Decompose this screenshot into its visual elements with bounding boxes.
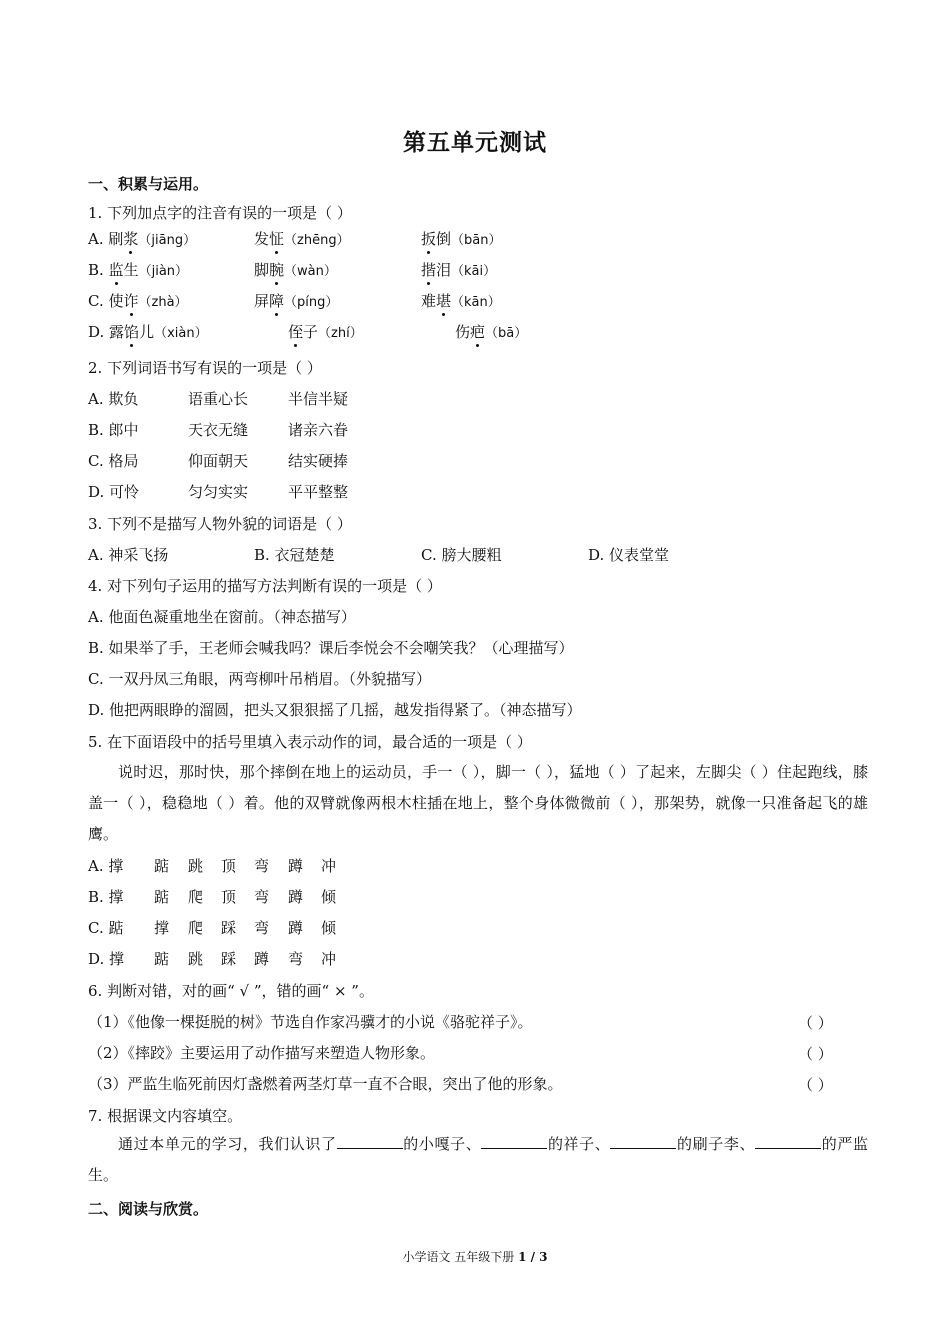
q1-word-prefix: 难 (421, 292, 437, 310)
q1-pinyin: （zhà） (138, 295, 188, 310)
q2-word: 语重心长 (188, 390, 249, 408)
q7-blank-1[interactable] (337, 1134, 403, 1149)
q7-blank-4[interactable] (755, 1134, 821, 1149)
q1-word-prefix: 刷 (108, 230, 124, 248)
q5-word: 蹲 (288, 888, 304, 906)
q4-option-a: A. 他面色凝重地坐在窗前。（神态描写） (88, 608, 356, 626)
q1-word-suffix: 儿 (139, 323, 155, 341)
q2-word: 诸亲六眷 (288, 421, 349, 439)
q3-option-d: D. 仪表堂堂 (588, 546, 670, 564)
q2-word: A. 欺负 (88, 390, 139, 408)
page-title: 第五单元测试 (403, 129, 547, 156)
q1-word-prefix: 露 (109, 323, 125, 341)
q3-stem: 3. 下列不是描写人物外貌的词语是（ ） (88, 515, 352, 533)
q1-dotted-character: 侄 (288, 323, 304, 341)
q1-pinyin: （wàn） (284, 264, 337, 279)
q1-pinyin: （zhēng） (284, 233, 350, 248)
q5-option-row (88, 918, 388, 938)
q1-option-item (421, 291, 501, 313)
q2-word: 结实硬捧 (288, 452, 349, 470)
q5-word: 踩 (221, 919, 237, 937)
q5-option-row (88, 856, 388, 876)
q5-word: C. 踮 (88, 919, 124, 937)
q5-word: 倾 (321, 919, 337, 937)
q3-option-a: A. 神采飞扬 (88, 546, 169, 564)
q5-word: 踩 (221, 950, 237, 968)
q2-option-row (88, 420, 488, 440)
q2-word: 平平整整 (288, 483, 349, 501)
q2-option-row (88, 451, 488, 471)
q7-text-2: 的小嘎子、 (402, 1135, 482, 1153)
q2-word: 匀匀实实 (188, 483, 249, 501)
q1-dotted-character: 监 (108, 261, 124, 279)
q1-option-row (88, 291, 788, 311)
q1-option-item (254, 260, 337, 282)
q1-dotted-character: 扳 (421, 230, 437, 248)
q1-pinyin: （kān） (451, 295, 501, 310)
q1-option-item (88, 291, 188, 313)
q1-word-suffix: 泪 (436, 261, 452, 279)
q5-word: 爬 (188, 888, 204, 906)
q4-option-b: B. 如果举了手，王老师会喊我吗？课后李悦会不会嘲笑我？（心理描写） (88, 639, 574, 657)
q1-stem: 1. 下列加点字的注音有误的一项是（ ） (88, 204, 352, 222)
q1-option-label: D. (88, 323, 110, 341)
q1-word-prefix: 屏 (254, 292, 270, 310)
q1-pinyin: （zhí） (318, 326, 363, 341)
q5-word: 顶 (221, 857, 237, 875)
q5-word: 冲 (321, 950, 337, 968)
q1-word-prefix: 发 (254, 230, 270, 248)
q1-dotted-character: 诈 (123, 292, 139, 310)
q1-word-suffix: 生 (123, 261, 139, 279)
section-heading-2: 二、阅读与欣赏。 (88, 1200, 209, 1218)
q5-word: 撑 (154, 919, 170, 937)
q1-option-item (421, 260, 496, 282)
section-heading-1: 一、积累与运用。 (88, 175, 209, 193)
q5-word: 跳 (188, 950, 204, 968)
q1-option-row (88, 260, 788, 280)
q7-text-4: 的刷子李、 (676, 1135, 756, 1153)
q5-word: D. 撑 (88, 950, 125, 968)
q1-pinyin: （kāi） (451, 264, 497, 279)
q6-item-3: （3）严监生临死前因灯盏燃着两茎灯草一直不合眼，突出了他的形象。 (88, 1075, 563, 1093)
q5-passage: 说时迟，那时快，那个摔倒在地上的运动员，手一（ ），脚一（ ），猛地（ ）了起来，左脚尖（ ）住起跑线，膝盖一（ ），稳稳地（ ）着。他的双臂就像两根木柱插在地上，整个身体微微前（ ），那架势，就像一只准备起飞的雄鹰。 (88, 763, 868, 843)
q4-stem: 4. 对下列句子运用的描写方法判断有误的一项是（ ） (88, 577, 442, 595)
q4-option-d: D. 他把两眼睁的溜圆，把头又狠狠摇了几摇，越发指得紧了。（神态描写） (88, 701, 582, 719)
q2-word: B. 郎中 (88, 421, 139, 439)
q2-word: 天衣无缝 (188, 421, 249, 439)
q7-text-5: 的 (821, 1135, 838, 1153)
q5-word: 弯 (254, 888, 270, 906)
q4-option-c: C. 一双丹凤三角眼，两弯柳叶吊梢眉。（外貌描写） (88, 670, 431, 688)
q1-option-label: C. (88, 292, 109, 310)
q5-word: 蹲 (288, 857, 304, 875)
q5-stem: 5. 在下面语段中的括号里填入表示动作的词，最合适的一项是（ ） (88, 733, 532, 751)
q1-word-prefix: 使 (108, 292, 124, 310)
q1-option-row (88, 229, 788, 249)
q5-word: 倾 (321, 888, 337, 906)
q1-dotted-character: 障 (269, 292, 285, 310)
q5-word: 跳 (188, 857, 204, 875)
q5-word: 冲 (321, 857, 337, 875)
q5-word: B. 撑 (88, 888, 124, 906)
q2-option-row (88, 389, 488, 409)
q5-word: 顶 (221, 888, 237, 906)
q5-word: 踮 (154, 857, 170, 875)
q5-option-row (88, 949, 388, 969)
q5-word: 蹲 (254, 950, 270, 968)
q1-word-prefix: 伤 (455, 323, 471, 341)
q6-answer-bracket-3[interactable]: （ ） (798, 1076, 833, 1094)
q3-options (88, 545, 788, 565)
q1-option-item (88, 260, 188, 282)
q5-word: 爬 (188, 919, 204, 937)
q2-word: 半信半疑 (288, 390, 349, 408)
q3-option-c: C. 膀大腰粗 (421, 546, 502, 564)
q1-pinyin: （bān） (451, 233, 502, 248)
footer-course: 小学语文 五年级下册 (402, 1250, 519, 1264)
q7-fill-passage (88, 1129, 868, 1191)
q2-word: 仰面朝天 (188, 452, 249, 470)
q1-option-label: A. (88, 230, 109, 248)
q1-pinyin: （jiāng） (138, 233, 197, 248)
q1-dotted-character: 浆 (123, 230, 139, 248)
q5-word: A. 撑 (88, 857, 124, 875)
q1-pinyin: （xiàn） (154, 326, 208, 341)
q1-option-row (88, 322, 788, 342)
q1-option-label: B. (88, 261, 109, 279)
q6-item-2: （2）《摔跤》主要运用了动作描写来塑造人物形象。 (88, 1044, 436, 1062)
q1-option-item (88, 322, 208, 344)
q5-word: 弯 (254, 857, 270, 875)
q1-option-item (254, 229, 350, 251)
footer-page-number: 1 / 3 (518, 1250, 548, 1264)
q1-dotted-character: 堪 (436, 292, 452, 310)
q5-option-row (88, 887, 388, 907)
q1-dotted-character: 揩 (421, 261, 437, 279)
q7-text-1: 通过本单元的学习，我们认识了 (118, 1135, 337, 1153)
q3-option-b: B. 衣冠楚楚 (254, 546, 335, 564)
q5-word: 踮 (154, 950, 170, 968)
q5-word: 蹲 (288, 919, 304, 937)
q5-word: 弯 (288, 950, 304, 968)
q1-word-suffix: 倒 (436, 230, 452, 248)
q2-word: D. 可怜 (88, 483, 140, 501)
q1-dotted-character: 馅 (124, 323, 140, 341)
page-footer (0, 1248, 950, 1265)
q1-pinyin: （píng） (284, 295, 339, 310)
q7-blank-3[interactable] (610, 1134, 676, 1149)
q2-stem: 2. 下列词语书写有误的一项是（ ） (88, 359, 322, 377)
q1-word-prefix: 脚 (254, 261, 270, 279)
q6-answer-bracket-2[interactable]: （ ） (798, 1045, 833, 1063)
q1-option-item (88, 229, 196, 251)
q5-word: 弯 (254, 919, 270, 937)
q7-stem: 7. 根据课文内容填空。 (88, 1107, 243, 1125)
q7-text-3: 的祥子、 (547, 1135, 611, 1153)
q1-pinyin: （bā） (485, 326, 528, 341)
q1-option-item (288, 322, 363, 344)
q7-blank-2[interactable] (481, 1134, 547, 1149)
q6-item-1: （1）《他像一棵挺脱的树》节选自作家冯骥才的小说《骆驼祥子》。 (88, 1013, 533, 1031)
q1-option-item (421, 229, 502, 251)
q7-text-6: 严监生。 (88, 1135, 868, 1184)
q2-option-row (88, 482, 488, 502)
q1-option-item (455, 322, 527, 344)
q1-dotted-character: 腕 (269, 261, 285, 279)
q1-option-item (254, 291, 338, 313)
q2-word: C. 格局 (88, 452, 139, 470)
q5-word: 踮 (154, 888, 170, 906)
q6-answer-bracket-1[interactable]: （ ） (798, 1014, 833, 1032)
q1-pinyin: （jiàn） (138, 264, 189, 279)
q1-dotted-character: 怔 (269, 230, 285, 248)
q6-stem: 6. 判断对错，对的画“ √ ”，错的画“ × ”。 (88, 982, 374, 1000)
q1-dotted-character: 疤 (470, 323, 486, 341)
q1-word-suffix: 子 (303, 323, 319, 341)
